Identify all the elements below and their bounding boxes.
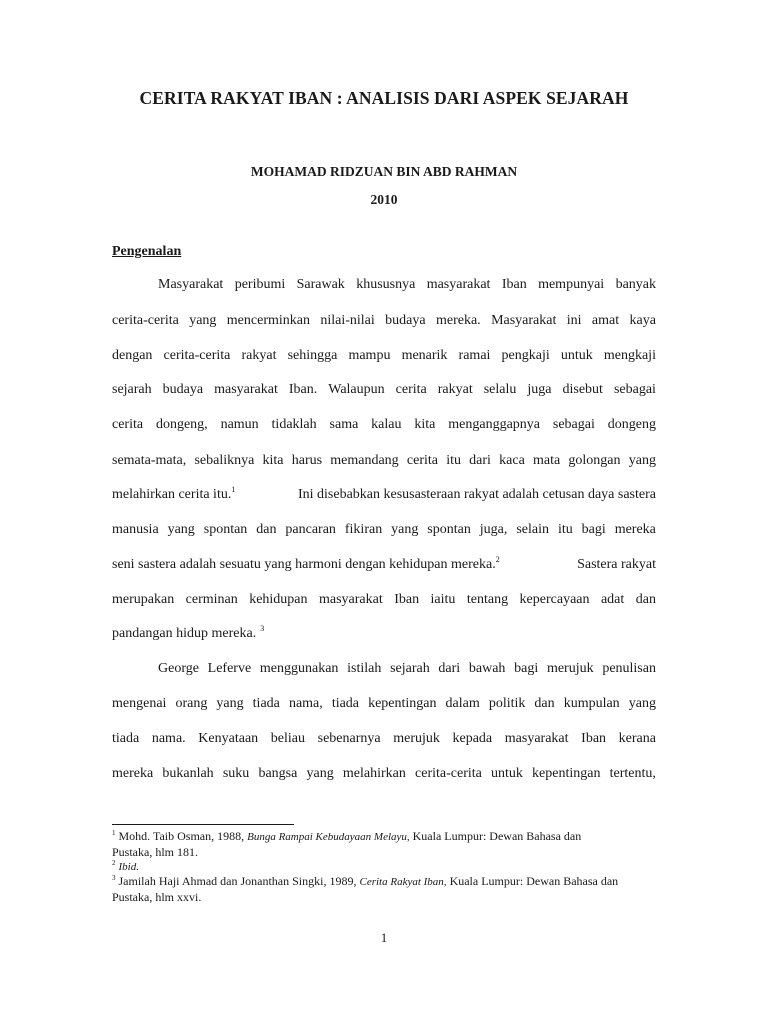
footnote-ref: 3 (260, 624, 265, 633)
word: namun (220, 417, 259, 432)
word: masyarakat (214, 382, 278, 397)
word: bukanlah (162, 766, 214, 781)
document-title: CERITA RAKYAT IBAN : ANALISIS DARI ASPEK SEJARAH (139, 88, 629, 108)
word: juga, (479, 522, 508, 537)
word: sehingga (287, 348, 338, 363)
word: mencerminkan (226, 313, 310, 328)
word: selain (516, 522, 549, 537)
text-line (112, 765, 656, 783)
word: nama. (151, 731, 186, 746)
publication-year: 2010 (370, 192, 398, 207)
text-segment: Sastera rakyat (577, 557, 656, 572)
word: Iban (394, 592, 420, 607)
word: yang (306, 766, 334, 781)
word: dari (438, 661, 461, 676)
word: dari (469, 453, 491, 468)
word: menarik (401, 348, 448, 363)
word: iaitu (430, 592, 456, 607)
word: kepada (452, 731, 493, 746)
text-line (112, 591, 656, 609)
text-line (112, 416, 656, 434)
word: kehidupan (249, 592, 308, 607)
word: manusia (112, 522, 159, 537)
word: sejarah (112, 382, 152, 397)
word: kalau (371, 417, 402, 432)
word: yang (628, 696, 656, 711)
word: pengkaji (501, 348, 550, 363)
word: bangsa (258, 766, 298, 781)
word: masyarakat (426, 277, 491, 292)
text-line (112, 486, 656, 504)
word: tentang (466, 592, 509, 607)
word: yang (391, 522, 419, 537)
word: semata-mata, (112, 453, 187, 468)
word: untuk (491, 766, 523, 781)
text-line (112, 347, 656, 365)
word: kepentingan (532, 766, 601, 781)
text-line (112, 521, 656, 539)
word: George (158, 661, 199, 676)
text-segment: melahirkan cerita itu.$^1$ (112, 485, 236, 502)
word: sebagai (552, 417, 595, 432)
word: disebut (562, 382, 603, 397)
word: adat (600, 592, 625, 607)
section-heading: Pengenalan (112, 244, 182, 259)
word: dan (534, 696, 555, 711)
word: nama, (288, 696, 323, 711)
word: yang (216, 696, 244, 711)
word: menggunakan (259, 661, 339, 676)
word: kerana (618, 731, 656, 746)
word: Leferve (207, 661, 252, 676)
word: golongan (568, 453, 621, 468)
word: cerita (112, 417, 144, 432)
word: untuk (560, 348, 593, 363)
word: penulisan (602, 661, 656, 676)
word: itu (446, 453, 461, 468)
word: spontan (203, 522, 248, 537)
word: menganggapnya (448, 417, 540, 432)
word: yang (167, 522, 195, 537)
word: bagi (581, 522, 606, 537)
word: fikiran (344, 522, 383, 537)
word: dongeng, (155, 417, 208, 432)
word: yang (189, 313, 217, 328)
word: sebagai (613, 382, 656, 397)
word: Sarawak (296, 277, 345, 292)
word: cerita (395, 382, 427, 397)
footnote-3: $^3$ Jamilah Haji Ahmad dan Jonanthan Singki, 1989, Cerita Rakyat Iban, Kuala Lumpur: Dewan Bahasa dan Pustaka, hlm xxvi. (112, 874, 619, 904)
word: mereka. (435, 313, 481, 328)
word: merujuk (546, 661, 594, 676)
word: masyarakat (318, 592, 383, 607)
word: nilai-nilai (320, 313, 375, 328)
text-segment: seni sastera adalah sesuatu yang harmoni dengan kehidupan mereka.$^2$ (112, 555, 500, 572)
word: istilah (347, 661, 382, 676)
word: kita (414, 417, 436, 432)
word: juga (527, 382, 552, 397)
word: Walaupun (328, 382, 385, 397)
word: mereka (112, 766, 154, 781)
word: cerminan (185, 592, 238, 607)
word: tiada (252, 696, 280, 711)
word: khususnya (356, 277, 416, 292)
text-line (112, 730, 656, 748)
word: pancaran (285, 522, 336, 537)
word: mereka (614, 522, 656, 537)
word: tiada (112, 731, 140, 746)
word: harus (291, 453, 323, 468)
word: cerita-cerita (163, 348, 231, 363)
word: kaca (499, 453, 525, 468)
word: mempunyai (538, 277, 605, 292)
text-line (112, 556, 656, 574)
word: merupakan (112, 592, 175, 607)
word: kita (262, 453, 284, 468)
word: ini (566, 313, 582, 328)
footnote-ref: 2 (495, 555, 500, 564)
word: tiada (331, 696, 360, 711)
text-line (112, 312, 656, 330)
word: tidaklah (271, 417, 317, 432)
word: Iban (501, 277, 527, 292)
word: amat (591, 313, 620, 328)
text-segment: Ini disebabkan kesusasteraan rakyat adalah cetusan daya sastera (297, 487, 656, 502)
word: cerita-cerita (415, 766, 482, 781)
word: Masyarakat (491, 313, 557, 328)
word: Kenyataan (198, 731, 259, 746)
word: melahirkan (342, 766, 406, 781)
word: merujuk (393, 731, 440, 746)
footnote-ref: 1 (231, 485, 236, 494)
word: memandang (330, 453, 399, 468)
word: bagi (514, 661, 539, 676)
word: budaya (385, 313, 426, 328)
word: beliau (270, 731, 305, 746)
word: rakyat (241, 348, 277, 363)
text-line (112, 452, 656, 470)
text-line (158, 660, 656, 678)
word: mampu (348, 348, 391, 363)
word: Iban (581, 731, 607, 746)
word: sama (329, 417, 359, 432)
word: mengkaji (603, 348, 656, 363)
word: sebaliknya (194, 453, 255, 468)
word: orang (175, 696, 208, 711)
word: Masyarakat (158, 277, 224, 292)
word: dalam (445, 696, 480, 711)
footnote-1: $^1$ Mohd. Taib Osman, 1988, Bunga Rampai Kebudayaan Melayu, Kuala Lumpur: Dewan Bahasa dan Pustaka, hlm 181. (112, 829, 582, 859)
word: politik (488, 696, 526, 711)
word: selalu (483, 382, 517, 397)
word: Iban. (288, 382, 318, 397)
author-name: MOHAMAD RIDZUAN BIN ABD RAHMAN (250, 164, 518, 179)
word: mengenai (112, 696, 167, 711)
text-line (158, 276, 656, 294)
word: kumpulan (563, 696, 620, 711)
word: kepentingan (368, 696, 437, 711)
word: ramai (458, 348, 491, 363)
text-line (112, 625, 656, 643)
word: itu (557, 522, 573, 537)
page-number: 1 (380, 930, 388, 945)
text-line (112, 381, 656, 399)
word: bawah (468, 661, 506, 676)
text-line (112, 695, 656, 713)
word: dongeng (607, 417, 656, 432)
word: peribumi (234, 277, 286, 292)
word: cerita-cerita (112, 313, 179, 328)
word: yang (628, 453, 656, 468)
text-segment: pandangan hidup mereka. $^3$ (112, 624, 265, 641)
word: banyak (615, 277, 656, 292)
word: sebenarnya (317, 731, 381, 746)
word: cerita (406, 453, 438, 468)
word: suku (222, 766, 250, 781)
word: dengan (112, 348, 153, 363)
word: mata (533, 453, 561, 468)
word: masyarakat (504, 731, 569, 746)
word: kaya (629, 313, 656, 328)
word: budaya (162, 382, 204, 397)
footnote-divider (112, 824, 294, 825)
word: tertentu, (609, 766, 656, 781)
word: kepercayaan (519, 592, 590, 607)
word: rakyat (437, 382, 473, 397)
footnote-2: $^2$ Ibid. (112, 859, 139, 873)
word: sejarah (390, 661, 430, 676)
word: dan (256, 522, 277, 537)
word: spontan (427, 522, 471, 537)
word: dan (635, 592, 656, 607)
